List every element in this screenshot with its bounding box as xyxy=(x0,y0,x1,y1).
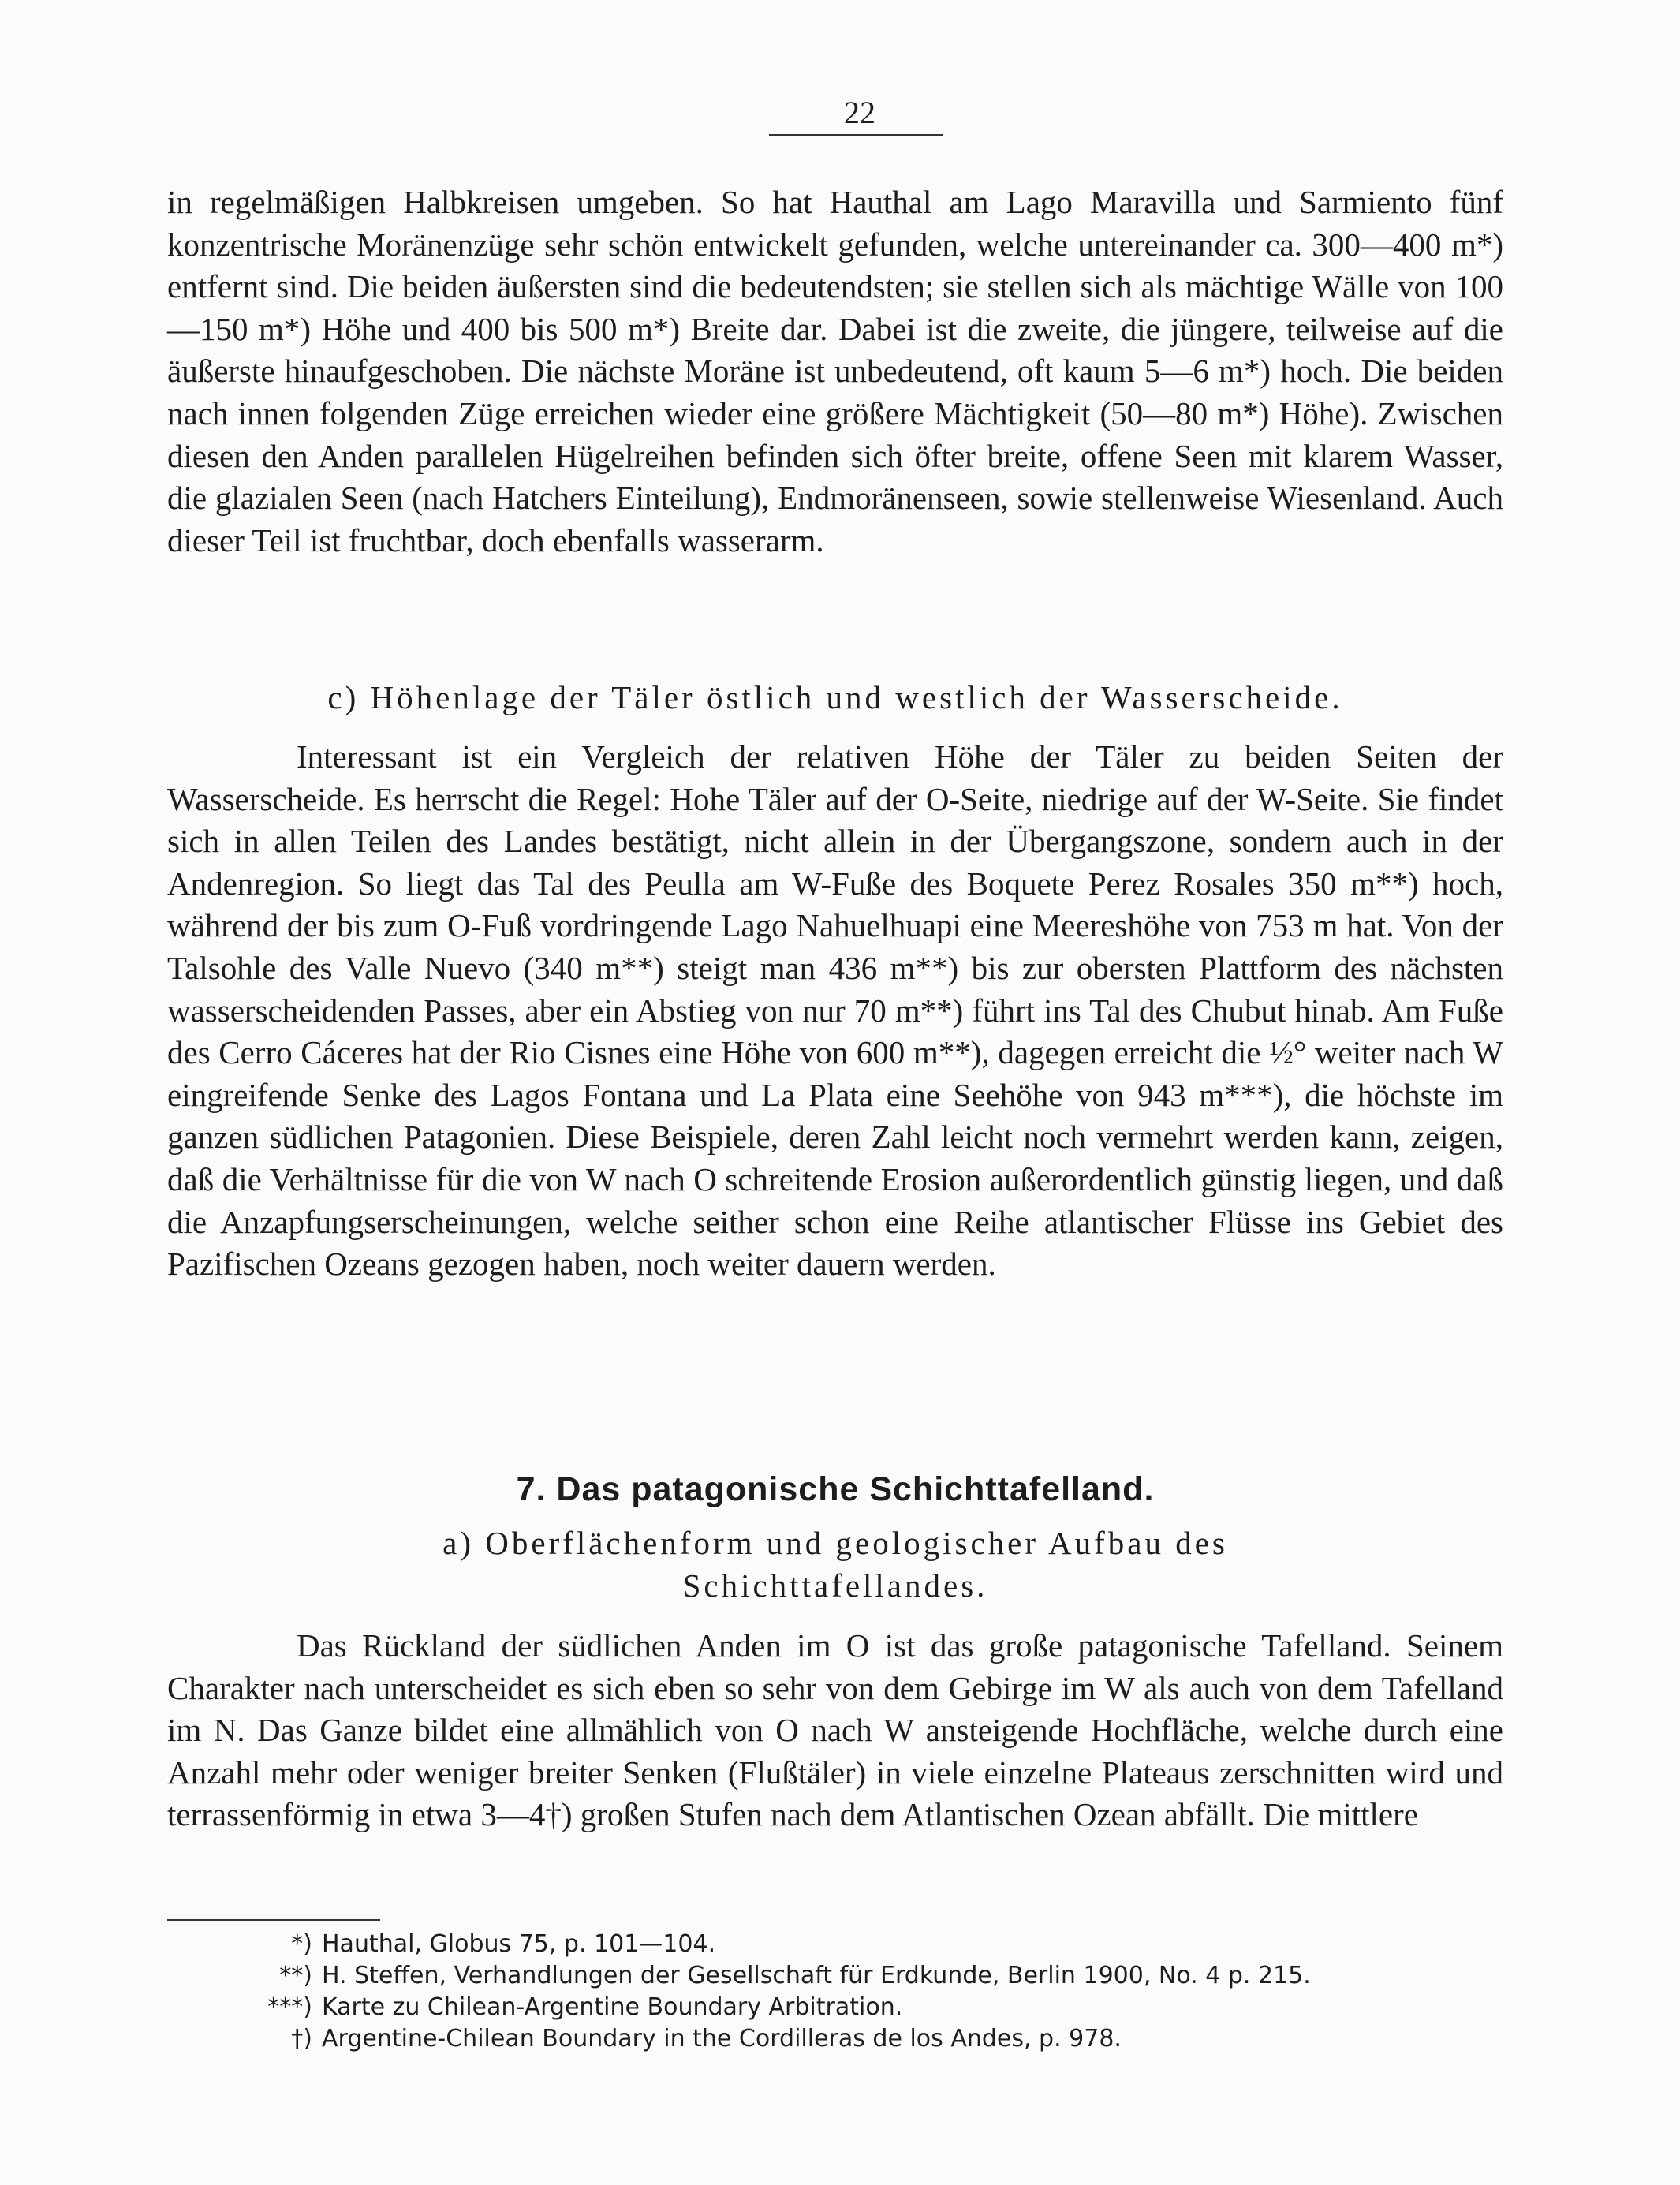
footnote-text: Karte zu Chilean-Argentine Boundary Arbitration. xyxy=(322,1993,903,2021)
footnote-mark: **) xyxy=(279,1962,312,1989)
footnote-text: H. Steffen, Verhandlungen der Gesellschaft für Erdkunde, Berlin 1900, No. 4 p. 215. xyxy=(322,1962,1311,1989)
tableland-paragraph: Das Rückland der südlichen Anden im O ist das große patagonische Tafelland. Seinem Charakter nach unterscheidet es sich eben so sehr von dem Gebirge im W als auch von dem Tafelland im N. Das Ganze bildet eine allmählich von O nach W ansteigende Hochfläche, welche durch eine Anzahl mehr oder weniger breiter Senken (Flußtäler) in viele einzelne Plateaus zerschnitten wird und terrassenförmig in etwa 3—4†) großen Stufen nach dem Atlantischen Ozean abfällt. Die mittlere xyxy=(167,1627,1503,1833)
footnote xyxy=(167,1992,1503,2023)
footnote-text: Argentine-Chilean Boundary in the Cordilleras de los Andes, p. 978. xyxy=(322,2025,1122,2052)
footnote xyxy=(167,1960,1503,1992)
footnote-text: Hauthal, Globus 75, p. 101—104. xyxy=(322,1930,716,1958)
footnote-mark: ***) xyxy=(267,1993,312,2021)
section-c-heading xyxy=(167,677,1503,719)
moraine-paragraph: in regelmäßigen Halbkreisen umgeben. So hat Hauthal am Lago Maravilla und Sarmiento fünf konzentrische Moränenzüge sehr schön entwickelt gefunden, welche untereinander ca. 300—400 m*) entfernt sind. Die beiden äußersten sind die bedeutendsten; sie stellen sich als mächtige Wälle von 100—150 m*) Höhe und 400 bis 500 m*) Breite dar. Dabei ist die zweite, die jüngere, teilweise auf die äußerste hinaufgeschoben. Die nächste Moräne ist unbedeutend, oft kaum 5—6 m*) hoch. Die beiden nach innen folgenden Züge erreichen wieder eine größere Mächtigkeit (50—80 m*) Höhe). Zwischen diesen den Anden parallelen Hügelreihen befinden sich öfter breite, offene Seen mit klarem Wasser, die glazialen Seen (nach Hatchers Einteilung), Endmoränenseen, sowie stellenweise Wiesenland. Auch dieser Teil ist fruchtbar, doch ebenfalls wasserarm. xyxy=(167,184,1503,558)
page-number-rule xyxy=(769,134,943,136)
section-c-heading-text: c) Höhenlage der Täler östlich und westlich der Wasserscheide. xyxy=(327,679,1343,715)
footnotes xyxy=(167,1929,1503,2055)
section-c-text-block xyxy=(167,181,1503,562)
footnote-mark: †) xyxy=(291,2025,312,2052)
footnote xyxy=(167,2023,1503,2055)
valley-elevation-text-block xyxy=(167,736,1503,1286)
footnote-mark: *) xyxy=(291,1930,312,1958)
section-7-title: 7. Das patagonische Schichttafelland. xyxy=(516,1470,1155,1508)
section-7-subheading-line-2: Schichttafellandes. xyxy=(682,1567,988,1604)
footnote xyxy=(167,1929,1503,1960)
valley-elevation-paragraph: Interessant ist ein Vergleich der relativen Höhe der Täler zu beiden Seiten der Wasserscheide. Es herrscht die Regel: Hohe Täler auf der O-Seite, niedrige auf der W-Seite. Sie findet sich in allen Teilen des Landes bestätigt, nicht allein in der Übergangszone, sondern auch in der Andenregion. So liegt das Tal des Peulla am W-Fuße des Boquete Perez Rosales 350 m**) hoch, während der bis zum O-Fuß vordringende Lago Nahuelhuapi eine Meereshöhe von 753 m hat. Von der Talsohle des Valle Nuevo (340 m**) steigt man 436 m**) bis zur obersten Plattform des nächsten wasserscheidenden Passes, aber ein Abstieg von nur 70 m**) führt ins Tal des Chubut hinab. Am Fuße des Cerro Cáceres hat der Rio Cisnes eine Höhe von 600 m**), dagegen erreicht die ½° weiter nach W eingreifende Senke des Lagos Fontana und La Plata eine Seehöhe von 943 m***), die höchste im ganzen südlichen Patagonien. Diese Beispiele, deren Zahl leicht noch vermehrt werden kann, zeigen, daß die Verhältnisse für die von W nach O schreitende Erosion außerordentlich günstig liegen, und daß die Anzapfungserscheinungen, welche seither schon eine Reihe atlantischer Flüsse ins Gebiet des Pazifischen Ozeans gezogen haben, noch weiter dauern werden. xyxy=(167,738,1503,1283)
page-number: 22 xyxy=(844,95,875,130)
footnote-rule xyxy=(167,1919,380,1921)
tableland-text-block xyxy=(167,1625,1503,1836)
section-7-subheading-line-1: a) Oberflächenform und geologischer Aufbau des xyxy=(442,1525,1228,1561)
